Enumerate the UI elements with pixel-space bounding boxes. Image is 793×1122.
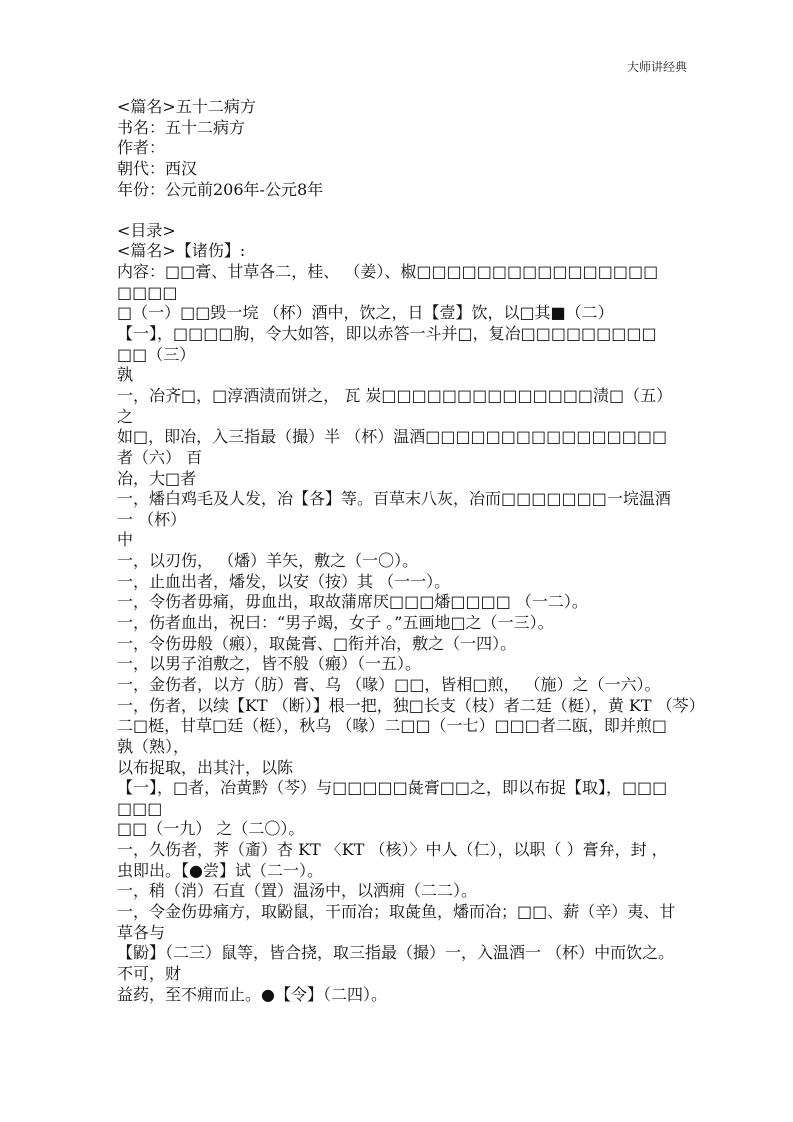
text-line: 一，冶齐□，□淳酒渍而饼之， 瓦 炭□□□□□□□□□□□□□□渍□（五） — [117, 385, 673, 405]
text-line: □□（三） — [117, 344, 196, 364]
text-line: 【一】，□者，冶黄黔（芩）与□□□□□彘膏□□之，即以布捉【取】，□□□ — [117, 778, 668, 798]
text-line: 一，久伤者，荠（齑）杏 KT 〈KT （核）〉中人（仁），以职（ ）膏弁，封 ， — [117, 840, 668, 860]
text-line: 中 — [117, 530, 134, 550]
text-line: 以布捉取，出其汁，以陈 — [117, 757, 294, 777]
page-header: 大师讲经典 — [626, 60, 687, 74]
text-line: 一，令伤者毋痛，毋血出，取故蒲席厌□□□燔□□□□ （一二）。 — [117, 592, 588, 612]
text-line: <目录> — [117, 220, 176, 240]
text-line: 一，令伤毋般（瘢），取彘膏、□衔并冶，敷之（一四）。 — [117, 633, 517, 653]
text-line: 一，伤者，以续【KT （断）】根一把，独□长支（枝）者二廷（梃），黄 KT （芩） — [117, 695, 705, 715]
spacer — [117, 200, 697, 221]
text-line: 一，以男子洎敷之，皆不般（瘢）（一五）。 — [117, 654, 422, 674]
text-line: 者（六） 百 — [117, 447, 203, 467]
text-line: 一，金伤者，以方（肪）膏、乌 （喙）□□，皆相□煎， （施）之（一六）。 — [117, 674, 661, 694]
meta-title: <篇名>五十二病方 — [117, 97, 256, 116]
text-line: 二□梃，甘草□廷（梃），秋乌 （喙）二□□（一七）□□□者二瓯，即并煎□ — [117, 716, 668, 736]
text-line: 一，伤者血出，祝曰：“男子竭，女子 。”五画地□之（一三）。 — [117, 613, 554, 633]
text-line: 虫即出。【●尝】试（二一）。 — [117, 860, 323, 880]
text-line: 一，稍（消）石直（置）温汤中，以洒痈（二二）。 — [117, 881, 478, 901]
text-line: □□□□ — [117, 282, 178, 302]
text-line: 孰（熟）， — [117, 736, 190, 756]
text-line: 益药，至不痈而止。●【令】（二四）。 — [117, 984, 387, 1004]
content — [117, 220, 705, 1005]
text-line: 【鼢】（二三）鼠等，皆合挠，取三指最（撮）一，入温酒一 （杯）中而饮之。 — [117, 943, 675, 963]
text-line: □□□ — [117, 798, 163, 818]
text-line: 如□，即冶，入三指最（撮）半 （杯）温酒□□□□□□□□□□□□□□□□ — [117, 427, 668, 447]
meta-book: 书名：五十二病方 — [117, 117, 246, 137]
text-line: 内容：□□膏、甘草各二，桂、 （姜）、椒□□□□□□□□□□□□□□□□ — [117, 262, 659, 282]
document-body — [117, 97, 705, 1005]
text-line: 【一】，□□□□朐，令大如答，即以赤答一斗并□，复冶□□□□□□□□□ — [117, 324, 657, 344]
text-line: 一，止血出者，燔发，以安（按）其 （一一）。 — [117, 571, 451, 591]
text-line: □□（一九） 之（二〇）。 — [117, 819, 305, 839]
meta-year: 年份：公元前206年-公元8年 — [117, 179, 324, 199]
meta-dynasty: 朝代：西汉 — [117, 158, 198, 178]
text-line: 一，令金伤毋痛方，取鼢鼠，干而冶；取彘鱼，燔而冶；□□、薪（辛）夷、甘 — [117, 901, 676, 921]
text-line: 草各与 — [117, 922, 166, 942]
text-line: 不可，财 — [117, 963, 182, 983]
text-line: □（一）□□毁一垸 （杯）酒中，饮之，日【壹】饮，以□其■（二） — [117, 303, 614, 323]
text-line: 冶，大□者 — [117, 468, 197, 488]
meta-author: 作者： — [117, 138, 166, 158]
text-line: 一 （杯） — [117, 509, 187, 529]
text-line: 孰 — [117, 365, 134, 385]
text-line: 之 — [117, 406, 134, 426]
text-line: <篇名>【诸伤】: — [117, 241, 246, 261]
text-line: 一，以刃伤， （燔）羊矢，敷之（一〇）。 — [117, 551, 419, 571]
text-line: 一，燔白鸡毛及人发，冶【各】等。百草末八灰，冶而□□□□□□□一垸温酒 — [117, 489, 671, 509]
